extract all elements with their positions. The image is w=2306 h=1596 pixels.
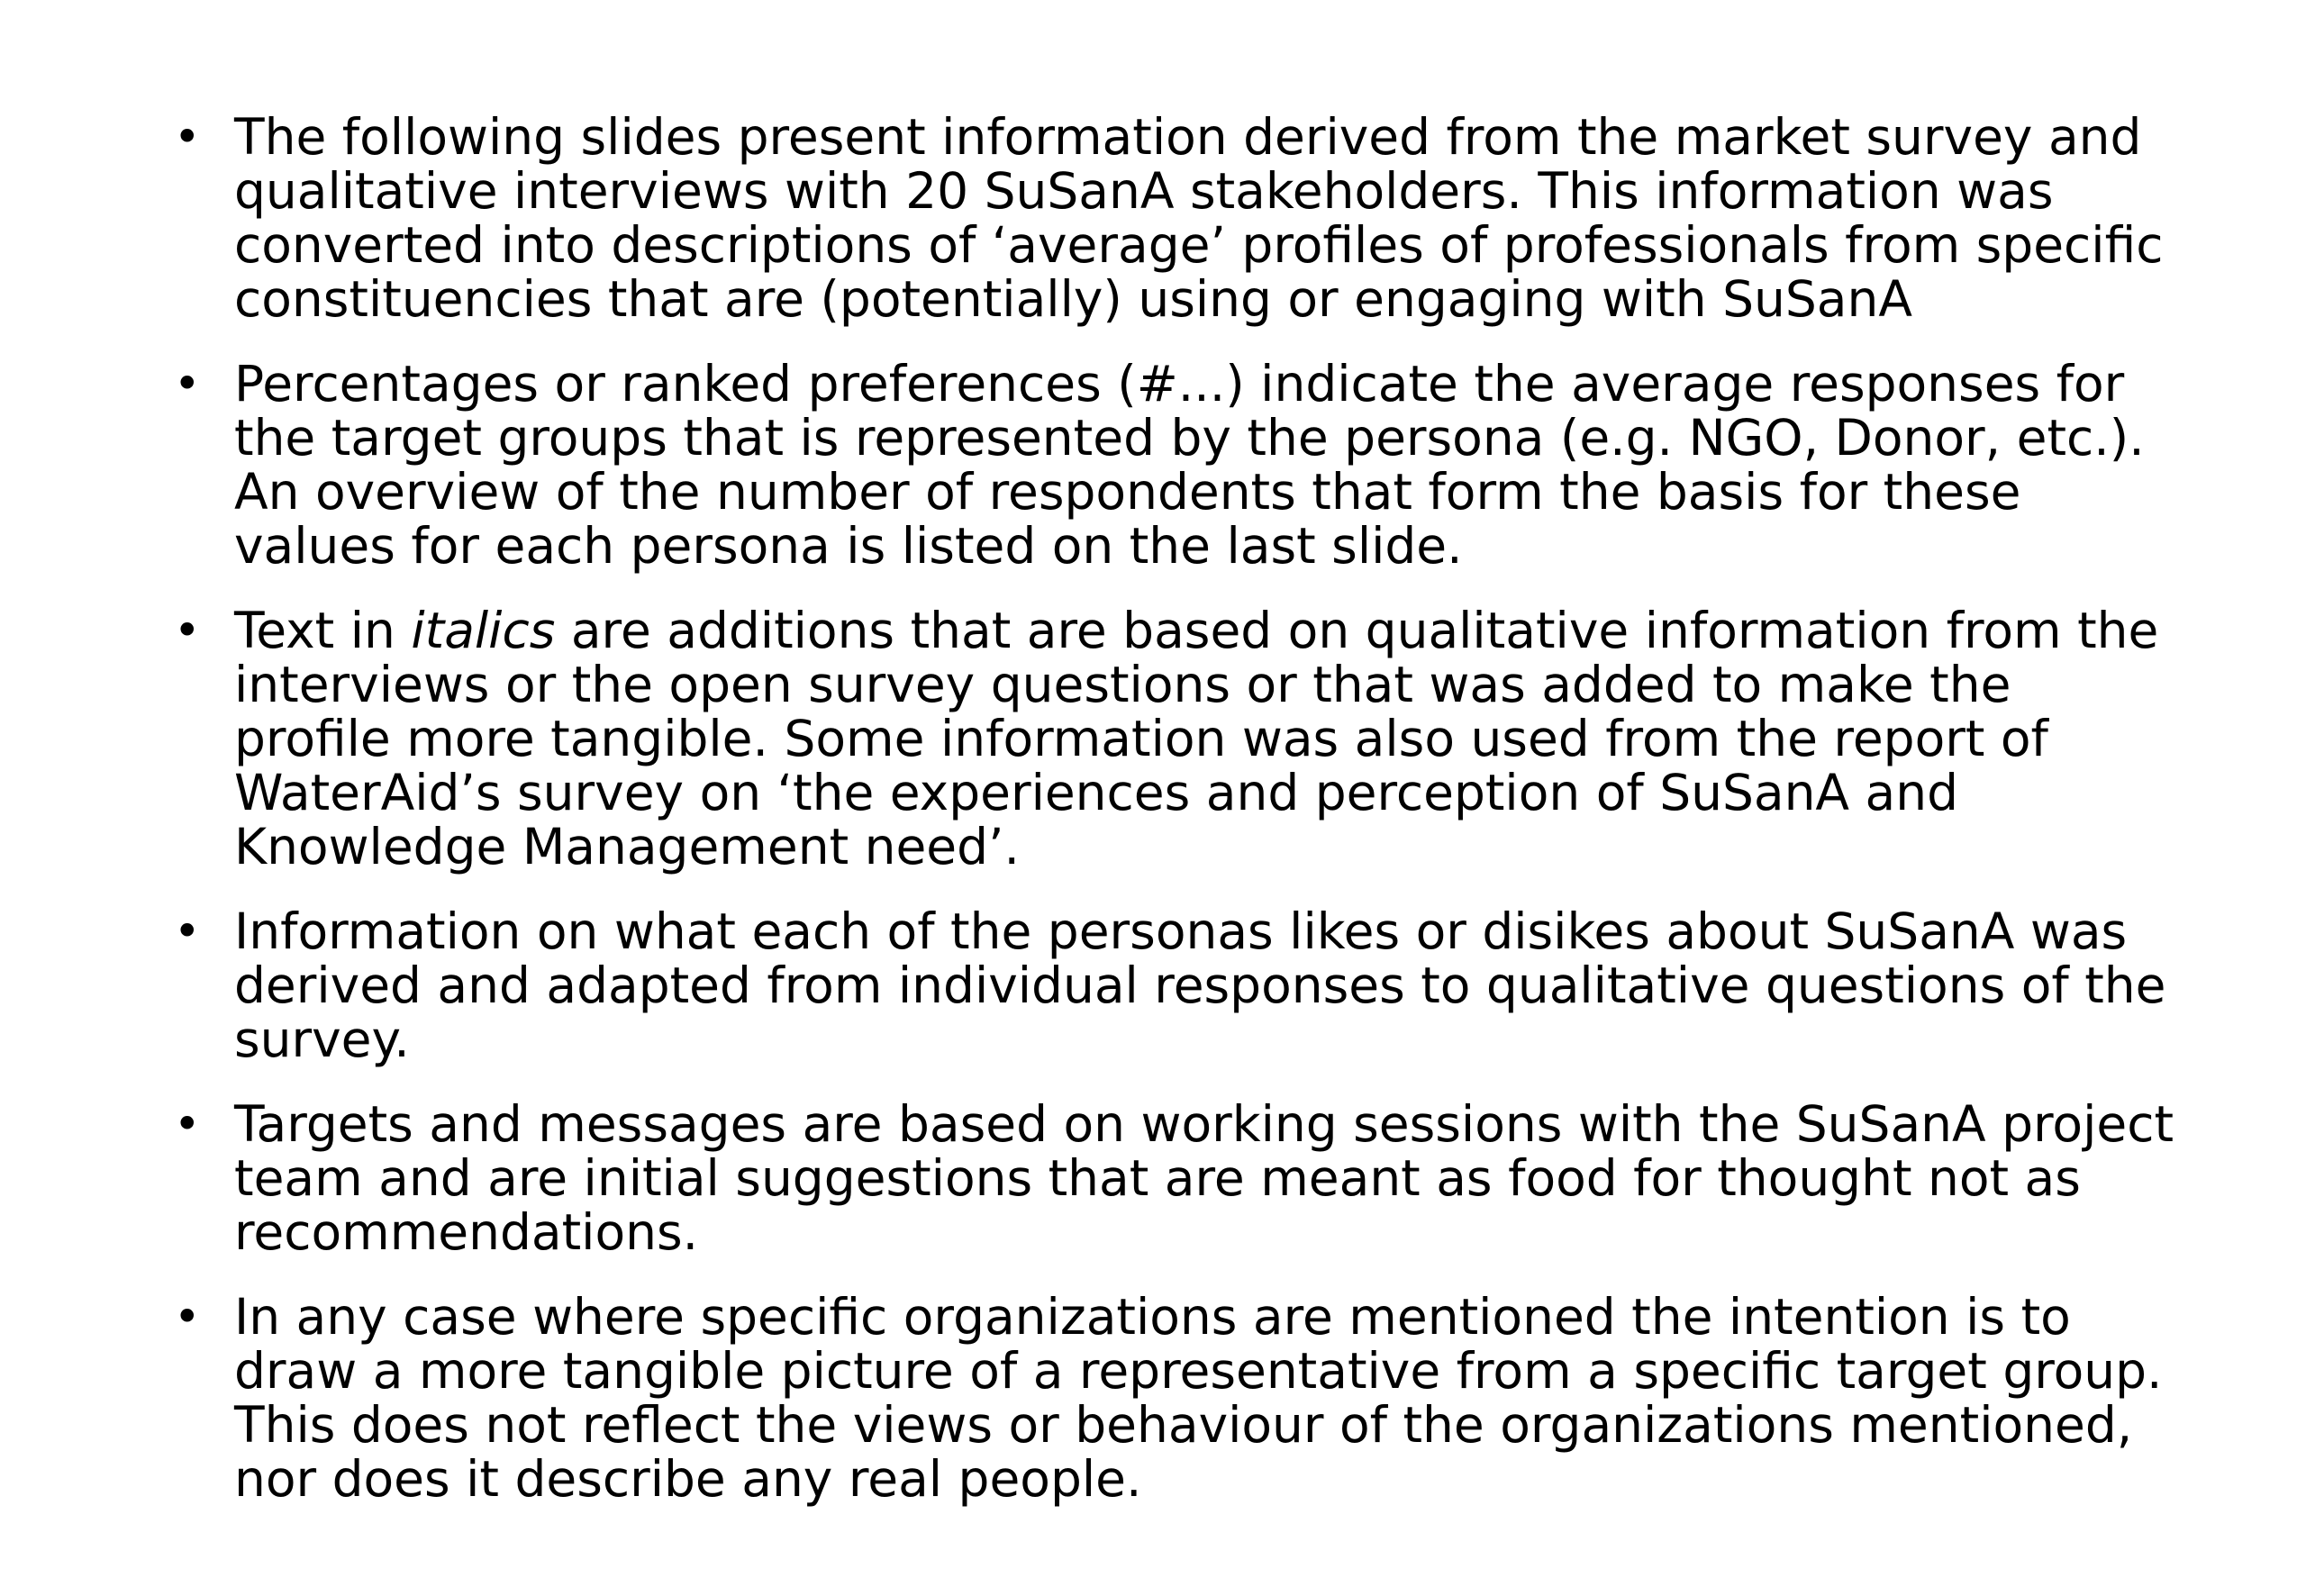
bullet-text-suffix: are additions that are based on qualitative information from the interviews or the open survey questions or that was added to make the profile more tangible. Some information was also used from the report of WaterAid’s survey on ‘the experiences and perception of SuSanA and Knowledge Management need’. bbox=[234, 602, 2159, 875]
bullet-item-5 bbox=[174, 1097, 2183, 1259]
bullet-text: Targets and messages are based on working sessions with the SuSanA project team and are initial suggestions that are meant as food for thought not as recommendations. bbox=[234, 1095, 2174, 1261]
bullet-list bbox=[174, 110, 2183, 1506]
bullet-text: In any case where specific organizations are mentioned the intention is to draw a more tangible picture of a representative from a specific target group. This does not reflect the views or behaviour of the organizations mentioned, nor does it describe any real people. bbox=[234, 1288, 2163, 1508]
bullet-text-italic: italics bbox=[411, 602, 556, 659]
bullet-dot-icon: • bbox=[174, 905, 201, 957]
bullet-text: Percentages or ranked preferences (#...) indicate the average responses for the target groups that is represented by the persona (e.g. NGO, Donor, etc.). An overview of the number of respondents that form the basis for these values for each persona is listed on the last slide. bbox=[234, 355, 2145, 575]
bullet-text: Information on what each of the personas likes or disikes about SuSanA was derived and adapted from individual responses to qualitative questions of the survey. bbox=[234, 902, 2166, 1068]
bullet-dot-icon: • bbox=[174, 111, 201, 163]
bullet-dot-icon: • bbox=[174, 358, 201, 410]
bullet-dot-icon: • bbox=[174, 1291, 201, 1343]
bullet-dot-icon: • bbox=[174, 1098, 201, 1150]
bullet-text bbox=[234, 602, 2158, 875]
bullet-item-1 bbox=[174, 110, 2183, 326]
bullet-text-prefix: Text in bbox=[234, 602, 412, 659]
bullet-dot-icon: • bbox=[174, 604, 201, 657]
bullet-item-3 bbox=[174, 603, 2183, 874]
bullet-item-4 bbox=[174, 904, 2183, 1066]
bullet-text: The following slides present information derived from the market survey and qualitative interviews with 20 SuSanA stakeholders. This information was converted into descriptions of ‘average’ profiles of professionals from specific constituencies that are (potentially) using or engaging with SuSanA bbox=[234, 108, 2164, 328]
bullet-item-6 bbox=[174, 1290, 2183, 1506]
bullet-item-2 bbox=[174, 357, 2183, 573]
